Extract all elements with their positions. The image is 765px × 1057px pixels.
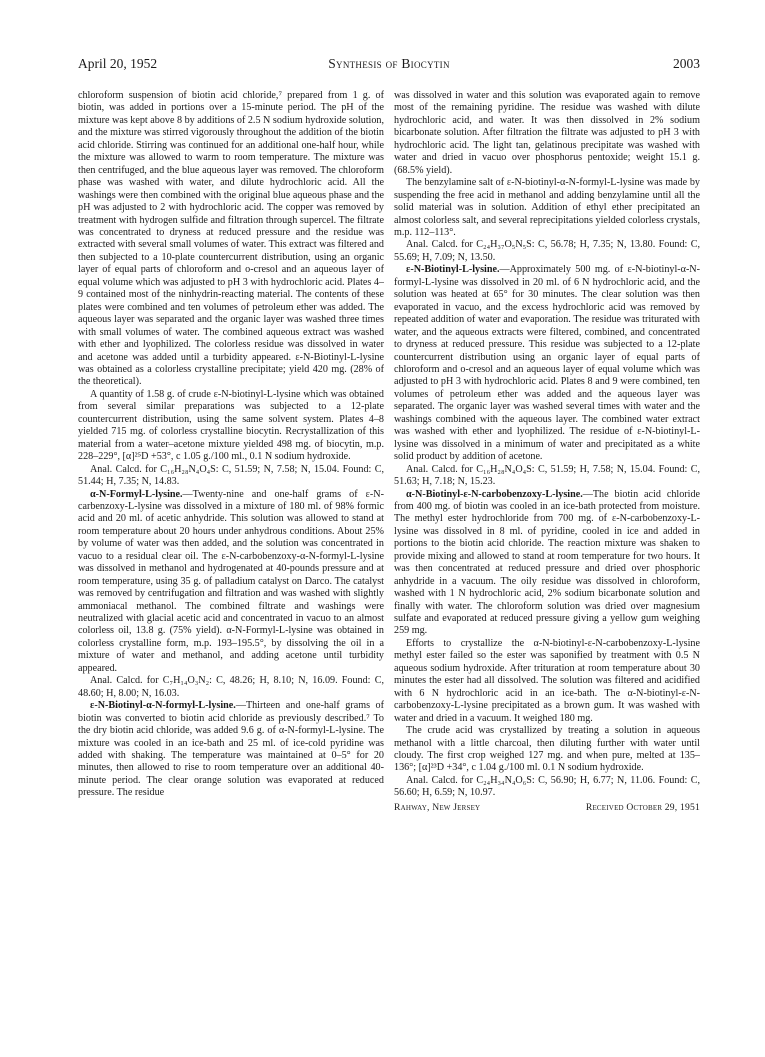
- header-page-number: 2003: [673, 56, 700, 71]
- paragraph-text: Anal. Calcd. for C₁₆H₂₈N₄O₄S: C, 51.59; N, 7.58; N, 15.04. Found: C, 51.44; H, 7.35; N, 14.83.: [78, 463, 384, 488]
- body-paragraph: [394, 638, 700, 725]
- paragraph-text: Anal. Calcd. for C₁₆H₂₈N₄O₄S: C, 51.59; H, 7.58; N, 15.04. Found: C, 51.63; H, 7.18; N, 15.23.: [394, 463, 700, 488]
- paragraph-text: —Approximately 500 mg. of ε-N-biotinyl-α-N-formyl-L-lysine was dissolved in 20 ml. of 6 N hydrochloric acid, and the solution was heated at 65° for 30 minutes. The clear solution was then evaporated in vacuo, and the excess hydrochloric acid was removed by repeated addition of water and evaporation. The residue was triturated with water, and the aqueous extracts were filtered, combined, and concentrated to dryness at reduced pressure. This residue was subjected to a 12-plate countercurrent distribution using an organic layer of equal parts of chloroform and o-cresol and an aqueous layer of equal volume which was adjusted to pH 3 with hydrochloric acid. Plates 8 and 9 were combined, ten volumes of petroleum ether was added and the aqueous layer was separated. The organic layer was washed several times with water and the washings combined with the aqueous layer. The combined water extract was washed with ether and lyophilized. The residue of ε-N-biotinyl-L-lysine was dissolved in a minimum of water and precipitated as a white solid product by addition of acetone.: [394, 264, 700, 463]
- right-column: [394, 90, 700, 814]
- section-heading: α-N-Biotinyl-ε-N-carbobenzoxy-L-lysine.: [406, 488, 583, 500]
- section-heading: α-N-Formyl-L-lysine.: [90, 488, 183, 500]
- body-paragraph: [394, 264, 700, 463]
- analysis-paragraph: [78, 464, 384, 489]
- received-date: Received October 29, 1951: [585, 801, 700, 813]
- paragraph-text: The benzylamine salt of ε-N-biotinyl-α-N-formyl-L-lysine was made by suspending the free acid in methanol and adding benzylamine until all the solid material was in solution. Addition of ethyl ether precipitated an almost colorless salt, and several reprecipitations yielded colorless crystals, m.p. 112–113°.: [394, 177, 700, 238]
- article-footer: [394, 802, 700, 814]
- header-date: April 20, 1952: [78, 56, 158, 71]
- header-title: Synthesis of Biocytin: [328, 56, 450, 71]
- paragraph-text: Anal. Calcd. for C₇H₁₄O₃N₂: C, 48.26; H, 8.10; N, 16.09. Found: C, 48.60; H, 8.00; N, 16.03.: [78, 675, 384, 699]
- paragraph-text: chloroform suspension of biotin acid chloride,⁷ prepared from 1 g. of biotin, was added in portions over a 15-minute period. The pH of the mixture was kept above 8 by additions of 2.5 N sodium hydroxide solution, and the mixture was stirred vigorously throughout the addition of the biotin acid chloride. Stirring was continued for an additional one-half hour, while the mixture was allowed to warm to room temperature. The mixture was then centrifuged, and the blue aqueous layer was removed. The chloroform phase was washed with water, and dilute hydrochloric acid. All the washings were then combined with the original blue aqueous phase and the pH was adjusted to 2 with hydrochloric acid. The copper was removed by treatment with hydrogen sulfide and filtration through supercel. The filtrate was concentrated to dryness at reduced pressure and the residue was extracted with several small volumes of water. This extract was filtered and then subjected to a 10-plate countercurrent distribution, using an organic layer of equal parts of chloroform and o-cresol and an aqueous layer of equal volume which was adjusted to pH 3 with hydrochloric acid. Plates 4–9 contained most of the ninhydrin-reacting material. The contents of these plates were combined and ten volumes of petroleum ether was added. The aqueous layer was separated and the organic layer was washed three times with small volumes of water. The combined aqueous extract was washed with ether and lyophilized. The colorless residue was dissolved in water and acetone was added until a turbidity appeared. ε-N-Biotinyl-L-lysine was obtained as a colorless crystalline precipitate; yield 420 mg. (28% of the theoretical).: [78, 90, 384, 388]
- body-paragraph: [78, 700, 384, 800]
- analysis-paragraph: [394, 775, 700, 800]
- paragraph-text: —Thirteen and one-half grams of biotin was converted to biotin acid chloride as previously described.⁷ To the dry biotin acid chloride, was added 9.6 g. of α-N-formyl-L-lysine. The mixture was cooled in an ice-bath and 25 ml. of ice-cold pyridine was added with shaking. The temperature was maintained at 0–5° for 20 minutes, then allowed to rise to room temperature over an additional 40-minute period. The clear orange solution was evaporated at reduced pressure. The residue: [78, 700, 384, 799]
- section-heading: ε-N-Biotinyl-L-lysine.: [406, 264, 500, 276]
- section-heading: ε-N-Biotinyl-α-N-formyl-L-lysine.: [90, 700, 236, 712]
- paragraph-text: A quantity of 1.58 g. of crude ε-N-biotinyl-L-lysine which was obtained from several similar preparations was subjected to a 12-plate countercurrent distribution, using the same solvent system. Plates 4–8 yielded 715 mg. of colorless crystalline biocytin. Recrystallization of this material from a water–acetone mixture yielded 498 mg. of biocytin, m.p. 228–229°, [α]²⁵D +53°, c 1.05 g./100 ml., 0.1 N sodium hydroxide.: [78, 388, 384, 463]
- left-column: [78, 90, 384, 800]
- paragraph-text: —Twenty-nine and one-half grams of ε-N-carbenzoxy-L-lysine was dissolved in a mixture of 180 ml. of 98% formic acid and 20 ml. of acetic anhydride. This solution was allowed to stand at room temperature about 20 hours under anhydrous conditions. About 25% by volume of water was then added, and the solution was concentrated in vacuo to a residual clear oil. The ε-N-carbobenzoxy-α-N-formyl-L-lysine was dissolved in methanol and hydrogenated at 40-pounds pressure and at room temperature, using 35 g. of palladium catalyst on Darco. The catalyst was removed by centrifugation and filtration and was washed with slightly ammoniacal methanol. The combined filtrate and washings were neutralized with glacial acetic acid and concentrated in vacuo to an almost colorless oil, 13.8 g. (75% yield). α-N-Formyl-L-lysine was obtained in colorless crystalline form, m.p. 193–195.5°, by dissolving the oil in a mixture of water and methanol, and adding acetone until turbidity appeared.: [78, 488, 384, 674]
- paragraph-text: The crude acid was crystallized by treating a solution in aqueous methanol with a little charcoal, then diluting further with water until cloudy. The first crop weighed 127 mg. and when pure, melted at 135–136°; [α]²³D +34°, c 1.04 g./100 ml. 0.1 N sodium hydroxide.: [394, 725, 700, 774]
- paragraph-text: Efforts to crystallize the α-N-biotinyl-ε-N-carbobenzoxy-L-lysine methyl ester failed so the ester was saponified by treatment with 0.5 N aqueous sodium hydroxide. After trituration at room temperature about 30 minutes the ester had all dissolved. The solution was filtered and acidified with 6 N hydrochloric acid in an ice-bath. The α-N-biotinyl-ε-N-carbobenzoxy-L-lysine precipitated as a brown gum. It was washed with water and dried in a vacuum. It weighed 180 mg.: [394, 637, 700, 724]
- analysis-paragraph: [78, 675, 384, 700]
- analysis-paragraph: [394, 239, 700, 264]
- body-paragraph: [394, 177, 700, 239]
- paragraph-text: Anal. Calcd. for C₂₄H₃₄N₄O₆S: C, 56.90; H, 6.77; N, 11.06. Found: C, 56.60; H, 6.59; N, 10.97.: [394, 774, 700, 799]
- body-paragraph: [78, 389, 384, 464]
- body-paragraph: [394, 489, 700, 638]
- body-paragraph: [78, 489, 384, 676]
- paragraph-text: Anal. Calcd. for C₂₄H₃₇O₅N₅S: C, 56.78; H, 7.35; N, 13.80. Found: C, 55.69; H, 7.09; N, 13.50.: [394, 239, 700, 263]
- running-header: [78, 56, 700, 76]
- body-paragraph: [394, 90, 700, 177]
- author-location: Rahway, New Jersey: [394, 801, 481, 813]
- right-column-body: [394, 90, 700, 800]
- body-paragraph: [394, 725, 700, 775]
- paragraph-text: —The biotin acid chloride from 400 mg. of biotin was cooled in an ice-bath protected from moisture. The methyl ester hydrochloride from 700 mg. of ε-N-carbobenzoxy-L-lysine was dissolved in 8 ml. of pyridine, cooled in ice and added in portions to the biotin acid chloride. The reaction mixture was shaken to provide mixing and allowed to stand at room temperature for two hours. It was then concentrated at reduced pressure and dried over phosphoric anhydride in a vacuum. The oily residue was dissolved in chloroform, washed with 1 N hydrochloric acid, 2% sodium bicarbonate solution and finally with water. The chloroform solution was dried over magnesium sulfate and evaporated at reduced pressure giving a yellow gum weighing 259 mg.: [394, 488, 700, 637]
- paragraph-text: was dissolved in water and this solution was evaporated again to remove most of the remaining pyridine. The residue was washed with dilute hydrochloric acid, and water. It was then dissolved in 2% sodium bicarbonate solution. After filtration the filtrate was adjusted to pH 3 with hydrochloric acid. The light tan, gelatinous precipitate was washed with water and dried in vacuo over phosphorus pentoxide; weight 15.1 g. (68.5% yield).: [394, 90, 700, 176]
- body-paragraph: [78, 90, 384, 389]
- analysis-paragraph: [394, 464, 700, 489]
